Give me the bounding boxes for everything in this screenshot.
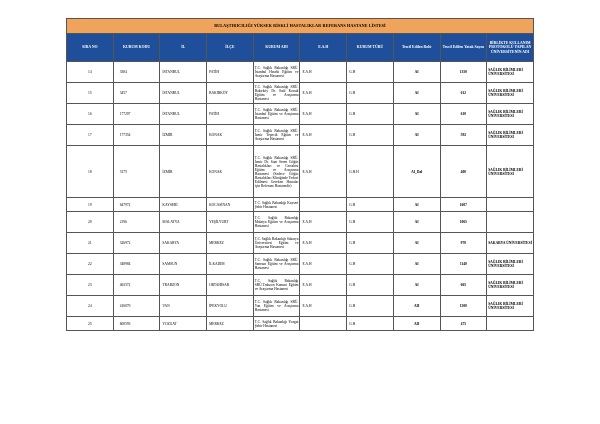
- cell-kurum-kodu: 3175: [113, 146, 160, 198]
- cell-il: SAMSUN: [160, 254, 207, 275]
- cell-yatak-sayisi: 592: [440, 125, 487, 146]
- cell-kurum-turu: G.H: [347, 254, 394, 275]
- cell-universite: SAKARYA ÜNİVERSİTESİ: [487, 233, 534, 254]
- table-row: [67, 212, 534, 233]
- cell-ilce: BAKIRKÖY: [207, 83, 254, 104]
- cell-kurum-turu: G.H: [347, 275, 394, 296]
- header-tescil-rolu: Tescil Edilen Rolü: [393, 34, 440, 62]
- cell-ilce: İPEKYOLU: [207, 296, 254, 317]
- cell-kurum-turu: G.H: [347, 125, 394, 146]
- hospital-list-table: [66, 18, 534, 331]
- cell-universite: SAĞLIK BİLİMLERİ ÜNİVERSİTESİ: [487, 146, 534, 198]
- cell-il: İZMİR: [160, 146, 207, 198]
- cell-kurum-kodu: 3384: [113, 62, 160, 83]
- cell-universite: [487, 198, 534, 212]
- cell-kurum-kodu: 348984: [113, 254, 160, 275]
- table-row: [67, 254, 534, 275]
- header-kurum-adi: KURUM ADI: [253, 34, 300, 62]
- cell-universite: SAĞLIK BİLİMLERİ ÜNİVERSİTESİ: [487, 125, 534, 146]
- cell-tescil-rolu: AI: [393, 125, 440, 146]
- cell-sira-no: 20: [67, 212, 114, 233]
- cell-universite: [487, 317, 534, 331]
- cell-kurum-turu: G.H: [347, 317, 394, 331]
- cell-ilce: ORTAHİSAR: [207, 275, 254, 296]
- table-row: [67, 317, 534, 331]
- cell-kurum-adi: T.C. Sağlık Bakanlığı SBÜ. İzmir Dr. Suat Seren Göğüs Hastalıkları ve Cerrahisi Eğitim ve Araştırma Hastanesi (Sadece Göğüs Hastalıkları Kliniğinde Tedavi Edilmesi Gereken Hastalar için Referans Hastanedir): [253, 146, 300, 198]
- cell-kurum-kodu: 416070: [113, 296, 160, 317]
- cell-kurum-kodu: 463372: [113, 275, 160, 296]
- cell-eah: E.A.H: [300, 125, 347, 146]
- header-universite: BİRLİKTE KULLANIM PROTOKOLÜ YAPILAN ÜNİVERSİTENİN ADI: [487, 34, 534, 62]
- table-row: [67, 198, 534, 212]
- cell-il: MALATYA: [160, 212, 207, 233]
- cell-eah: E.A.H: [300, 233, 347, 254]
- cell-kurum-adi: T.C. Sağlık Bakanlığı Kayseri Şehir Hastanesi: [253, 198, 300, 212]
- cell-tescil-rolu: AI_Dal: [393, 146, 440, 198]
- cell-yatak-sayisi: 1607: [440, 198, 487, 212]
- cell-il: VAN: [160, 296, 207, 317]
- cell-kurum-kodu: 177297: [113, 104, 160, 125]
- cell-yatak-sayisi: 475: [440, 317, 487, 331]
- cell-kurum-turu: G.H.H: [347, 146, 394, 198]
- cell-eah: E.A.H: [300, 275, 347, 296]
- cell-eah: E.A.H: [300, 62, 347, 83]
- cell-kurum-adi: T.C. Sağlık Bakanlığı Malatya Eğitim ve Araştırma Hastanesi: [253, 212, 300, 233]
- cell-kurum-adi: T.C. Sağlık Bakanlığı SBÜ. İstanbul Eğitim ve Araştırma Hastanesi: [253, 104, 300, 125]
- cell-tescil-rolu: AI: [393, 212, 440, 233]
- cell-ilce: MERKEZ: [207, 233, 254, 254]
- cell-il: SAKARYA: [160, 233, 207, 254]
- cell-kurum-kodu: 3457: [113, 83, 160, 104]
- cell-eah: E.A.H: [300, 254, 347, 275]
- cell-kurum-adi: T.C. Sağlık Bakanlığı SBÜ. Bakırköy Dr. Sadi Konuk Eğitim ve Araştırma Hastanesi: [253, 83, 300, 104]
- cell-kurum-kodu: 326972: [113, 233, 160, 254]
- table-row: [67, 125, 534, 146]
- cell-kurum-adi: T.C. Sağlık Bakanlığı SBÜ. İzmir Tepecik Eğitim ve Araştırma Hastanesi: [253, 125, 300, 146]
- cell-sira-no: 21: [67, 233, 114, 254]
- cell-il: İZMİR: [160, 125, 207, 146]
- cell-universite: SAĞLIK BİLİMLERİ ÜNİVERSİTESİ: [487, 62, 534, 83]
- table-header-row: [67, 34, 534, 62]
- cell-sira-no: 18: [67, 146, 114, 198]
- cell-sira-no: 15: [67, 83, 114, 104]
- cell-tescil-rolu: AI: [393, 233, 440, 254]
- table-row: [67, 62, 534, 83]
- header-sira-no: SIRA NO: [67, 34, 114, 62]
- cell-ilce: FATİH: [207, 62, 254, 83]
- cell-universite: SAĞLIK BİLİMLERİ ÜNİVERSİTESİ: [487, 104, 534, 125]
- cell-tescil-rolu: AI: [393, 104, 440, 125]
- cell-ilce: FATİH: [207, 104, 254, 125]
- cell-il: KAYSERİ: [160, 198, 207, 212]
- cell-yatak-sayisi: 610: [440, 104, 487, 125]
- cell-kurum-adi: T.C. Sağlık Bakanlığı Sakarya Üniversitesi Eğitim ve Araştırma Hastanesi: [253, 233, 300, 254]
- cell-kurum-turu: G.H: [347, 83, 394, 104]
- cell-sira-no: 14: [67, 62, 114, 83]
- cell-kurum-turu: G.H: [347, 62, 394, 83]
- cell-universite: SAĞLIK BİLİMLERİ ÜNİVERSİTESİ: [487, 296, 534, 317]
- header-kurum-kodu: KURUM KODU: [113, 34, 160, 62]
- cell-eah: E.A.H: [300, 146, 347, 198]
- header-ilce: İLÇE: [207, 34, 254, 62]
- cell-il: İSTANBUL: [160, 62, 207, 83]
- cell-tescil-rolu: AI: [393, 254, 440, 275]
- cell-ilce: MERKEZ: [207, 317, 254, 331]
- cell-sira-no: 24: [67, 296, 114, 317]
- cell-il: TRABZON: [160, 275, 207, 296]
- cell-yatak-sayisi: 1140: [440, 254, 487, 275]
- cell-tescil-rolu: AI: [393, 275, 440, 296]
- cell-kurum-adi: T.C. Sağlık Bakanlığı SBÜ. Van Eğitim ve Araştırma Hastanesi: [253, 296, 300, 317]
- cell-yatak-sayisi: 1500: [440, 296, 487, 317]
- cell-yatak-sayisi: 400: [440, 146, 487, 198]
- cell-kurum-turu: G.H: [347, 296, 394, 317]
- cell-eah: E.A.H: [300, 104, 347, 125]
- cell-sira-no: 25: [67, 317, 114, 331]
- cell-ilce: KONAK: [207, 125, 254, 146]
- cell-ilce: KOCASİNAN: [207, 198, 254, 212]
- cell-eah: [300, 317, 347, 331]
- table-row: [67, 233, 534, 254]
- cell-kurum-kodu: 177354: [113, 125, 160, 146]
- cell-yatak-sayisi: 612: [440, 83, 487, 104]
- cell-universite: SAĞLIK BİLİMLERİ ÜNİVERSİTESİ: [487, 275, 534, 296]
- cell-tescil-rolu: AI: [393, 198, 440, 212]
- cell-kurum-turu: G.H: [347, 212, 394, 233]
- cell-yatak-sayisi: 970: [440, 233, 487, 254]
- cell-kurum-kodu: 2196: [113, 212, 160, 233]
- cell-tescil-rolu: AII: [393, 317, 440, 331]
- table-title: BULAŞTIRICILIĞI YÜKSEK RİSKLİ HASTALIKLAR REFERANS HASTANE LİSTESİ: [67, 19, 534, 34]
- cell-universite: [487, 212, 534, 233]
- cell-ilce: KONAK: [207, 146, 254, 198]
- header-kurum-turu: KURUM TÜRÜ: [347, 34, 394, 62]
- cell-eah: E.A.H: [300, 296, 347, 317]
- table-row: [67, 83, 534, 104]
- cell-tescil-rolu: AII: [393, 296, 440, 317]
- cell-kurum-kodu: 600593: [113, 317, 160, 331]
- cell-yatak-sayisi: 665: [440, 275, 487, 296]
- cell-kurum-adi: T.C. Sağlık Bakanlığı SBÜ. İstanbul Haseki Eğitim ve Araştırma Hastanesi: [253, 62, 300, 83]
- table-row: [67, 296, 534, 317]
- cell-tescil-rolu: AI: [393, 62, 440, 83]
- cell-sira-no: 22: [67, 254, 114, 275]
- cell-il: YOZGAT: [160, 317, 207, 331]
- cell-sira-no: 23: [67, 275, 114, 296]
- table-row: [67, 275, 534, 296]
- header-il: İL: [160, 34, 207, 62]
- cell-universite: SAĞLIK BİLİMLERİ ÜNİVERSİTESİ: [487, 254, 534, 275]
- table-row: [67, 146, 534, 198]
- cell-kurum-adi: T.C. Sağlık Bakanlığı Yozgat Şehir Hastanesi: [253, 317, 300, 331]
- cell-kurum-kodu: 647972: [113, 198, 160, 212]
- header-yatak-sayisi: Tescil Edilen Yatak Sayısı: [440, 34, 487, 62]
- cell-kurum-adi: T.C. Sağlık Bakanlığı SBÜ.Trabzon Kanuni Eğitim ve Araştırma Hastanesi: [253, 275, 300, 296]
- cell-il: İSTANBUL: [160, 104, 207, 125]
- cell-il: İSTANBUL: [160, 83, 207, 104]
- cell-tescil-rolu: AI: [393, 83, 440, 104]
- table-body: [67, 62, 534, 331]
- cell-eah: E.A.H: [300, 212, 347, 233]
- cell-ilce: İLKADIM: [207, 254, 254, 275]
- document-page: [66, 18, 534, 331]
- header-eah: E.A.H: [300, 34, 347, 62]
- cell-sira-no: 17: [67, 125, 114, 146]
- cell-yatak-sayisi: 1350: [440, 62, 487, 83]
- cell-eah: E.A.H: [300, 83, 347, 104]
- cell-ilce: YEŞİLYURT: [207, 212, 254, 233]
- cell-kurum-adi: T.C. Sağlık Bakanlığı SBÜ. Samsun Eğitim ve Araştırma Hastanesi: [253, 254, 300, 275]
- cell-universite: SAĞLIK BİLİMLERİ ÜNİVERSİTESİ: [487, 83, 534, 104]
- cell-kurum-turu: G.H: [347, 104, 394, 125]
- cell-sira-no: 16: [67, 104, 114, 125]
- cell-eah: [300, 198, 347, 212]
- cell-kurum-turu: G.H: [347, 198, 394, 212]
- table-row: [67, 104, 534, 125]
- cell-yatak-sayisi: 1065: [440, 212, 487, 233]
- cell-kurum-turu: G.H: [347, 233, 394, 254]
- cell-sira-no: 19: [67, 198, 114, 212]
- table-title-row: [67, 19, 534, 34]
